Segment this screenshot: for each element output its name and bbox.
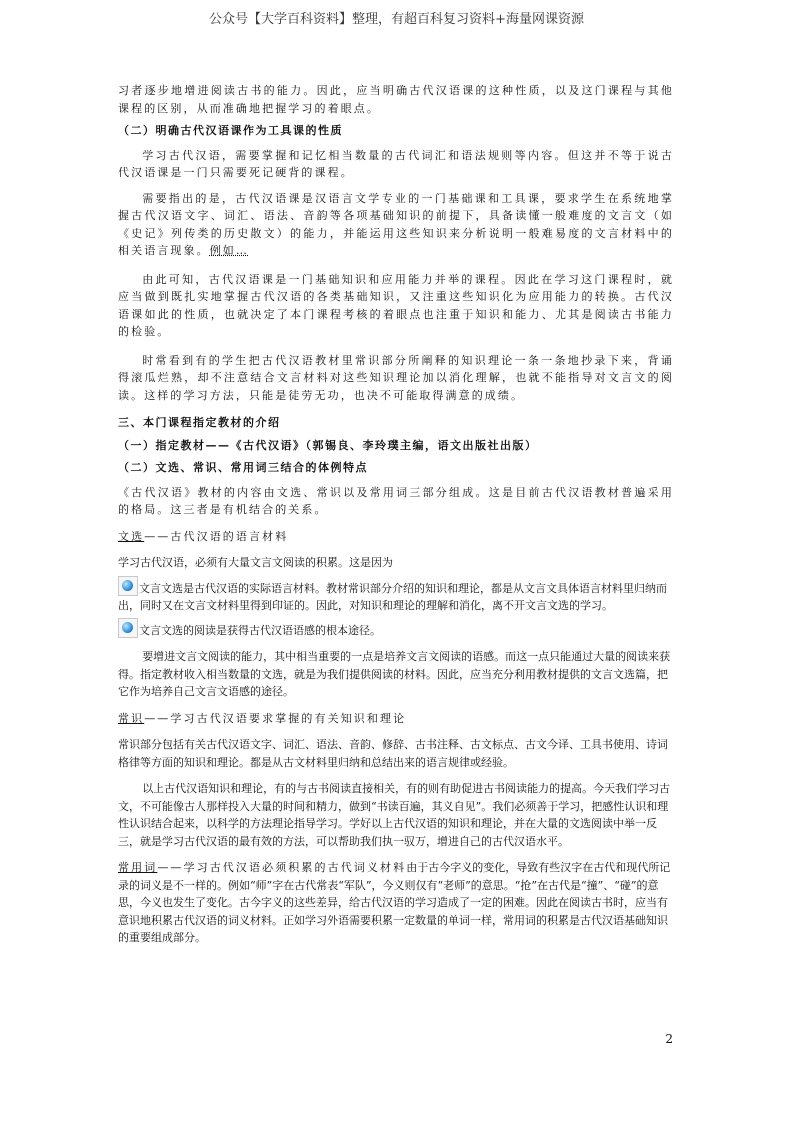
paragraph-11: [118, 859, 674, 947]
paragraph-11-text: 由于古今字义的变化，导致有些汉字在古代和现代所记录的词义是不一样的。例如“师”字在古代常表“军队”，今义则仅有“老师”的意思。“抢”在古代是“撞”、“碰”的意思，今义也发生了变化。古今字义的这些差异，给古代汉语的学习造成了一定的困难。因此在阅读古书时，应当有意识地积累古代汉语的词义材料。正如学习外语需要积累一定数量的单词一样，常用词的积累是古代汉语基础知识的重要组成部分。: [118, 861, 671, 944]
page-number: 2: [665, 1032, 673, 1046]
example-link[interactable]: 例如…: [209, 244, 250, 257]
paragraph-8: 要增进文言文阅读的能力，其中相当重要的一点是培养文言文阅读的语感。而这一点只能通过大量的阅读来获得。指定教材收入相当数量的文选，就是为我们提供阅读的材料。因此，应当充分利用教材提供的文言文选篇，把它作为培养自己文言文语感的途径。: [118, 650, 671, 698]
paragraph-7: 学习古代汉语，必须有大量文言文阅读的积累。这是因为: [118, 556, 393, 569]
wenxuan-rest: ——古代汉语的语言材料: [144, 529, 289, 543]
paragraph-4: 由此可知，古代汉语课是一门基础知识和应用能力并举的课程。因此在学习这门课程时，就应当做到既扎实地掌握古代汉语的各类基础知识，又注重这些知识化为应用能力的转换。古代汉语课如此的性质，也就决定了本门课程考核的着眼点也注重于知识和能力、尤其是阅读古书能力的检验。: [118, 272, 674, 338]
paragraph-10: 以上古代汉语知识和理论，有的与古书阅读直接相关，有的则有助促进古书阅读能力的提高。今天我们学习古文，不可能像古人那样投入大量的时间和精力，做到“书读百遍，其义自见”。我们必须善于学习，把感性认识和理性认识结合起来，以科学的方法理论指导学习。学好以上古代汉语的知识和理论，并在大量的文选阅读中举一反三，就是学习古代汉语的最有效的方法，可以帮助我们执一驭万，增进自己的古代汉语水平。: [118, 782, 671, 848]
page-header: 公众号【大学百科资料】整理，有超百科复习资料+海量网课资源: [209, 12, 584, 27]
heading-textbook: （一）指定教材——《古代汉语》（郭锡良、李玲璞主编，语文出版社出版）: [118, 438, 538, 452]
paragraph-3: [118, 190, 674, 260]
heading-structure: （二）文选、常识、常用词三结合的体例特点: [118, 461, 368, 474]
changyongci-term: 常用词: [118, 861, 158, 874]
document-body: [118, 82, 674, 947]
paragraph-3-text: 需要指出的是，古代汉语课是汉语言文学专业的一门基础课和工具课，要求学生在系统地掌握古代汉语文字、词汇、语法、音韵等各项基础知识的前提下，具备读懂一般难度的文言文（如《史记》列传类的历史散文）的能力，并能运用这些知识来分析说明一般难易度的文言材料中的相关语言现象。: [118, 191, 674, 257]
wenxuan-term: 文选: [118, 529, 145, 543]
paragraph-9: 常识部分包括有关古代汉语文字、词汇、语法、音韵、修辞、古书注释、古文标点、古文今译、工具书使用、诗词格律等方面的知识和理论。都是从古文材料里归纳和总结出来的语言规律或经验。: [118, 738, 668, 769]
bullet-2: [118, 618, 674, 640]
changshi-term: 常识: [118, 711, 145, 725]
changshi-rest: ——学习古代汉语要求掌握的有关知识和理论: [144, 711, 407, 725]
changshi-heading: [118, 710, 674, 728]
paragraph-2: 学习古代汉语，需要掌握和记忆相当数量的古代词汇和语法规则等内容。但这并不等于说古代汉语课是一门只需要死记硬背的课程。: [118, 148, 674, 179]
bullet-icon: [118, 618, 138, 638]
wenxuan-heading: [118, 528, 674, 546]
heading-tool-course: （二）明确古代汉语课作为工具课的性质: [118, 124, 343, 137]
changyongci-rest: ——学习古代汉语必须积累的古代词义材料: [157, 861, 407, 874]
bullet-1: [118, 576, 674, 615]
paragraph-6: 《古代汉语》教材的内容由文选、常识以及常用词三部分组成。这是目前古代汉语教材普遍采用的格局。这三者是有机结合的关系。: [118, 485, 674, 516]
bullet-1-text: 文言文选是古代汉语的实际语言材料。教材常识部分介绍的知识和理论，都是从文言文具体语言材料里归纳而出，同时又在文言文材料里得到印证的。因此，对知识和理论的理解和消化，离不开文言文选的学习。: [118, 581, 667, 612]
paragraph-5: 时常看到有的学生把古代汉语教材里常识部分所阐释的知识理论一条一条地抄录下来，背诵得滚瓜烂熟，却不注意结合文言材料对这些知识理论加以消化理解，也就不能指导对文言文的阅读。这样的学习方法，只能是徒劳无功，也决不可能取得满意的成绩。: [118, 353, 674, 402]
bullet-icon: [118, 576, 138, 596]
paragraph-1: 习者逐步地增进阅读古书的能力。因此，应当明确古代汉语课的这种性质，以及这门课程与其他课程的区别，从而准确地把握学习的着眼点。: [118, 84, 674, 115]
bullet-2-text: 文言文选的阅读是获得古代汉语语感的根本途径。: [139, 623, 381, 637]
heading-section-3: 三、本门课程指定教材的介绍: [118, 416, 281, 429]
